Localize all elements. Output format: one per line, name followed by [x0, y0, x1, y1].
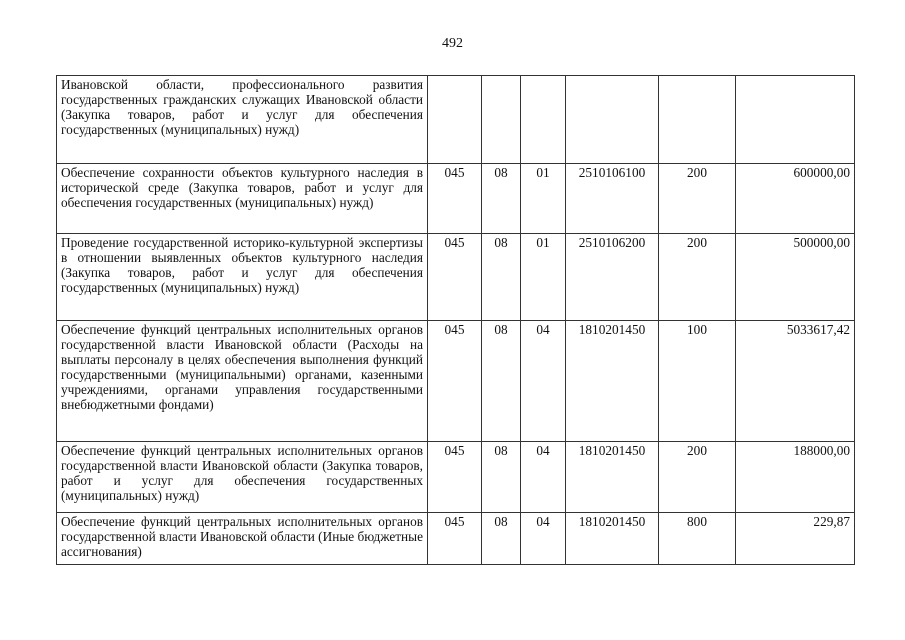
target-item-code: 1810201450 [566, 442, 659, 513]
amount: 5033617,42 [736, 321, 855, 442]
section-code: 08 [482, 234, 521, 321]
row-description: Ивановской области, профессионального развития государственных гражданских служащих Ивановской области (Закупка товаров, работ и услуг для обеспечения государственных (муниципальных) нужд) [57, 76, 428, 164]
expense-type-code: 200 [659, 234, 736, 321]
subsection-code [521, 76, 566, 164]
subsection-code: 04 [521, 442, 566, 513]
section-code: 08 [482, 164, 521, 234]
expense-type-code [659, 76, 736, 164]
ministry-code: 045 [428, 164, 482, 234]
row-description: Обеспечение функций центральных исполнительных органов государственной власти Ивановской области (Расходы на выплаты персоналу в целях обеспечения выполнения функций государственными (муниципальными) органами, казенными учреждениями, органами управления государственными внебюджетными фондами) [57, 321, 428, 442]
target-item-code: 2510106100 [566, 164, 659, 234]
section-code [482, 76, 521, 164]
target-item-code: 2510106200 [566, 234, 659, 321]
budget-table [56, 75, 855, 565]
amount: 600000,00 [736, 164, 855, 234]
table-row [57, 164, 855, 234]
row-description: Обеспечение функций центральных исполнительных органов государственной власти Ивановской области (Закупка товаров, работ и услуг для обеспечения государственных (муниципальных) нужд) [57, 442, 428, 513]
target-item-code [566, 76, 659, 164]
amount: 229,87 [736, 513, 855, 565]
section-code: 08 [482, 442, 521, 513]
ministry-code [428, 76, 482, 164]
section-code: 08 [482, 513, 521, 565]
expense-type-code: 800 [659, 513, 736, 565]
amount: 500000,00 [736, 234, 855, 321]
target-item-code: 1810201450 [566, 321, 659, 442]
subsection-code: 01 [521, 234, 566, 321]
row-description: Обеспечение сохранности объектов культурного наследия в исторической среде (Закупка товаров, работ и услуг для обеспечения государственных (муниципальных) нужд) [57, 164, 428, 234]
section-code: 08 [482, 321, 521, 442]
page-number: 492 [442, 36, 463, 51]
target-item-code: 1810201450 [566, 513, 659, 565]
row-description: Обеспечение функций центральных исполнительных органов государственной власти Ивановской области (Иные бюджетные ассигнования) [57, 513, 428, 565]
expense-type-code: 200 [659, 164, 736, 234]
table-row [57, 321, 855, 442]
ministry-code: 045 [428, 234, 482, 321]
expense-type-code: 100 [659, 321, 736, 442]
subsection-code: 04 [521, 321, 566, 442]
table-row [57, 76, 855, 164]
ministry-code: 045 [428, 513, 482, 565]
amount [736, 76, 855, 164]
subsection-code: 04 [521, 513, 566, 565]
subsection-code: 01 [521, 164, 566, 234]
expense-type-code: 200 [659, 442, 736, 513]
table-row [57, 442, 855, 513]
row-description: Проведение государственной историко-культурной экспертизы в отношении выявленных объектов культурного наследия (Закупка товаров, работ и услуг для обеспечения государственных (муниципальных) нужд) [57, 234, 428, 321]
ministry-code: 045 [428, 321, 482, 442]
table-row [57, 513, 855, 565]
amount: 188000,00 [736, 442, 855, 513]
ministry-code: 045 [428, 442, 482, 513]
table-row [57, 234, 855, 321]
